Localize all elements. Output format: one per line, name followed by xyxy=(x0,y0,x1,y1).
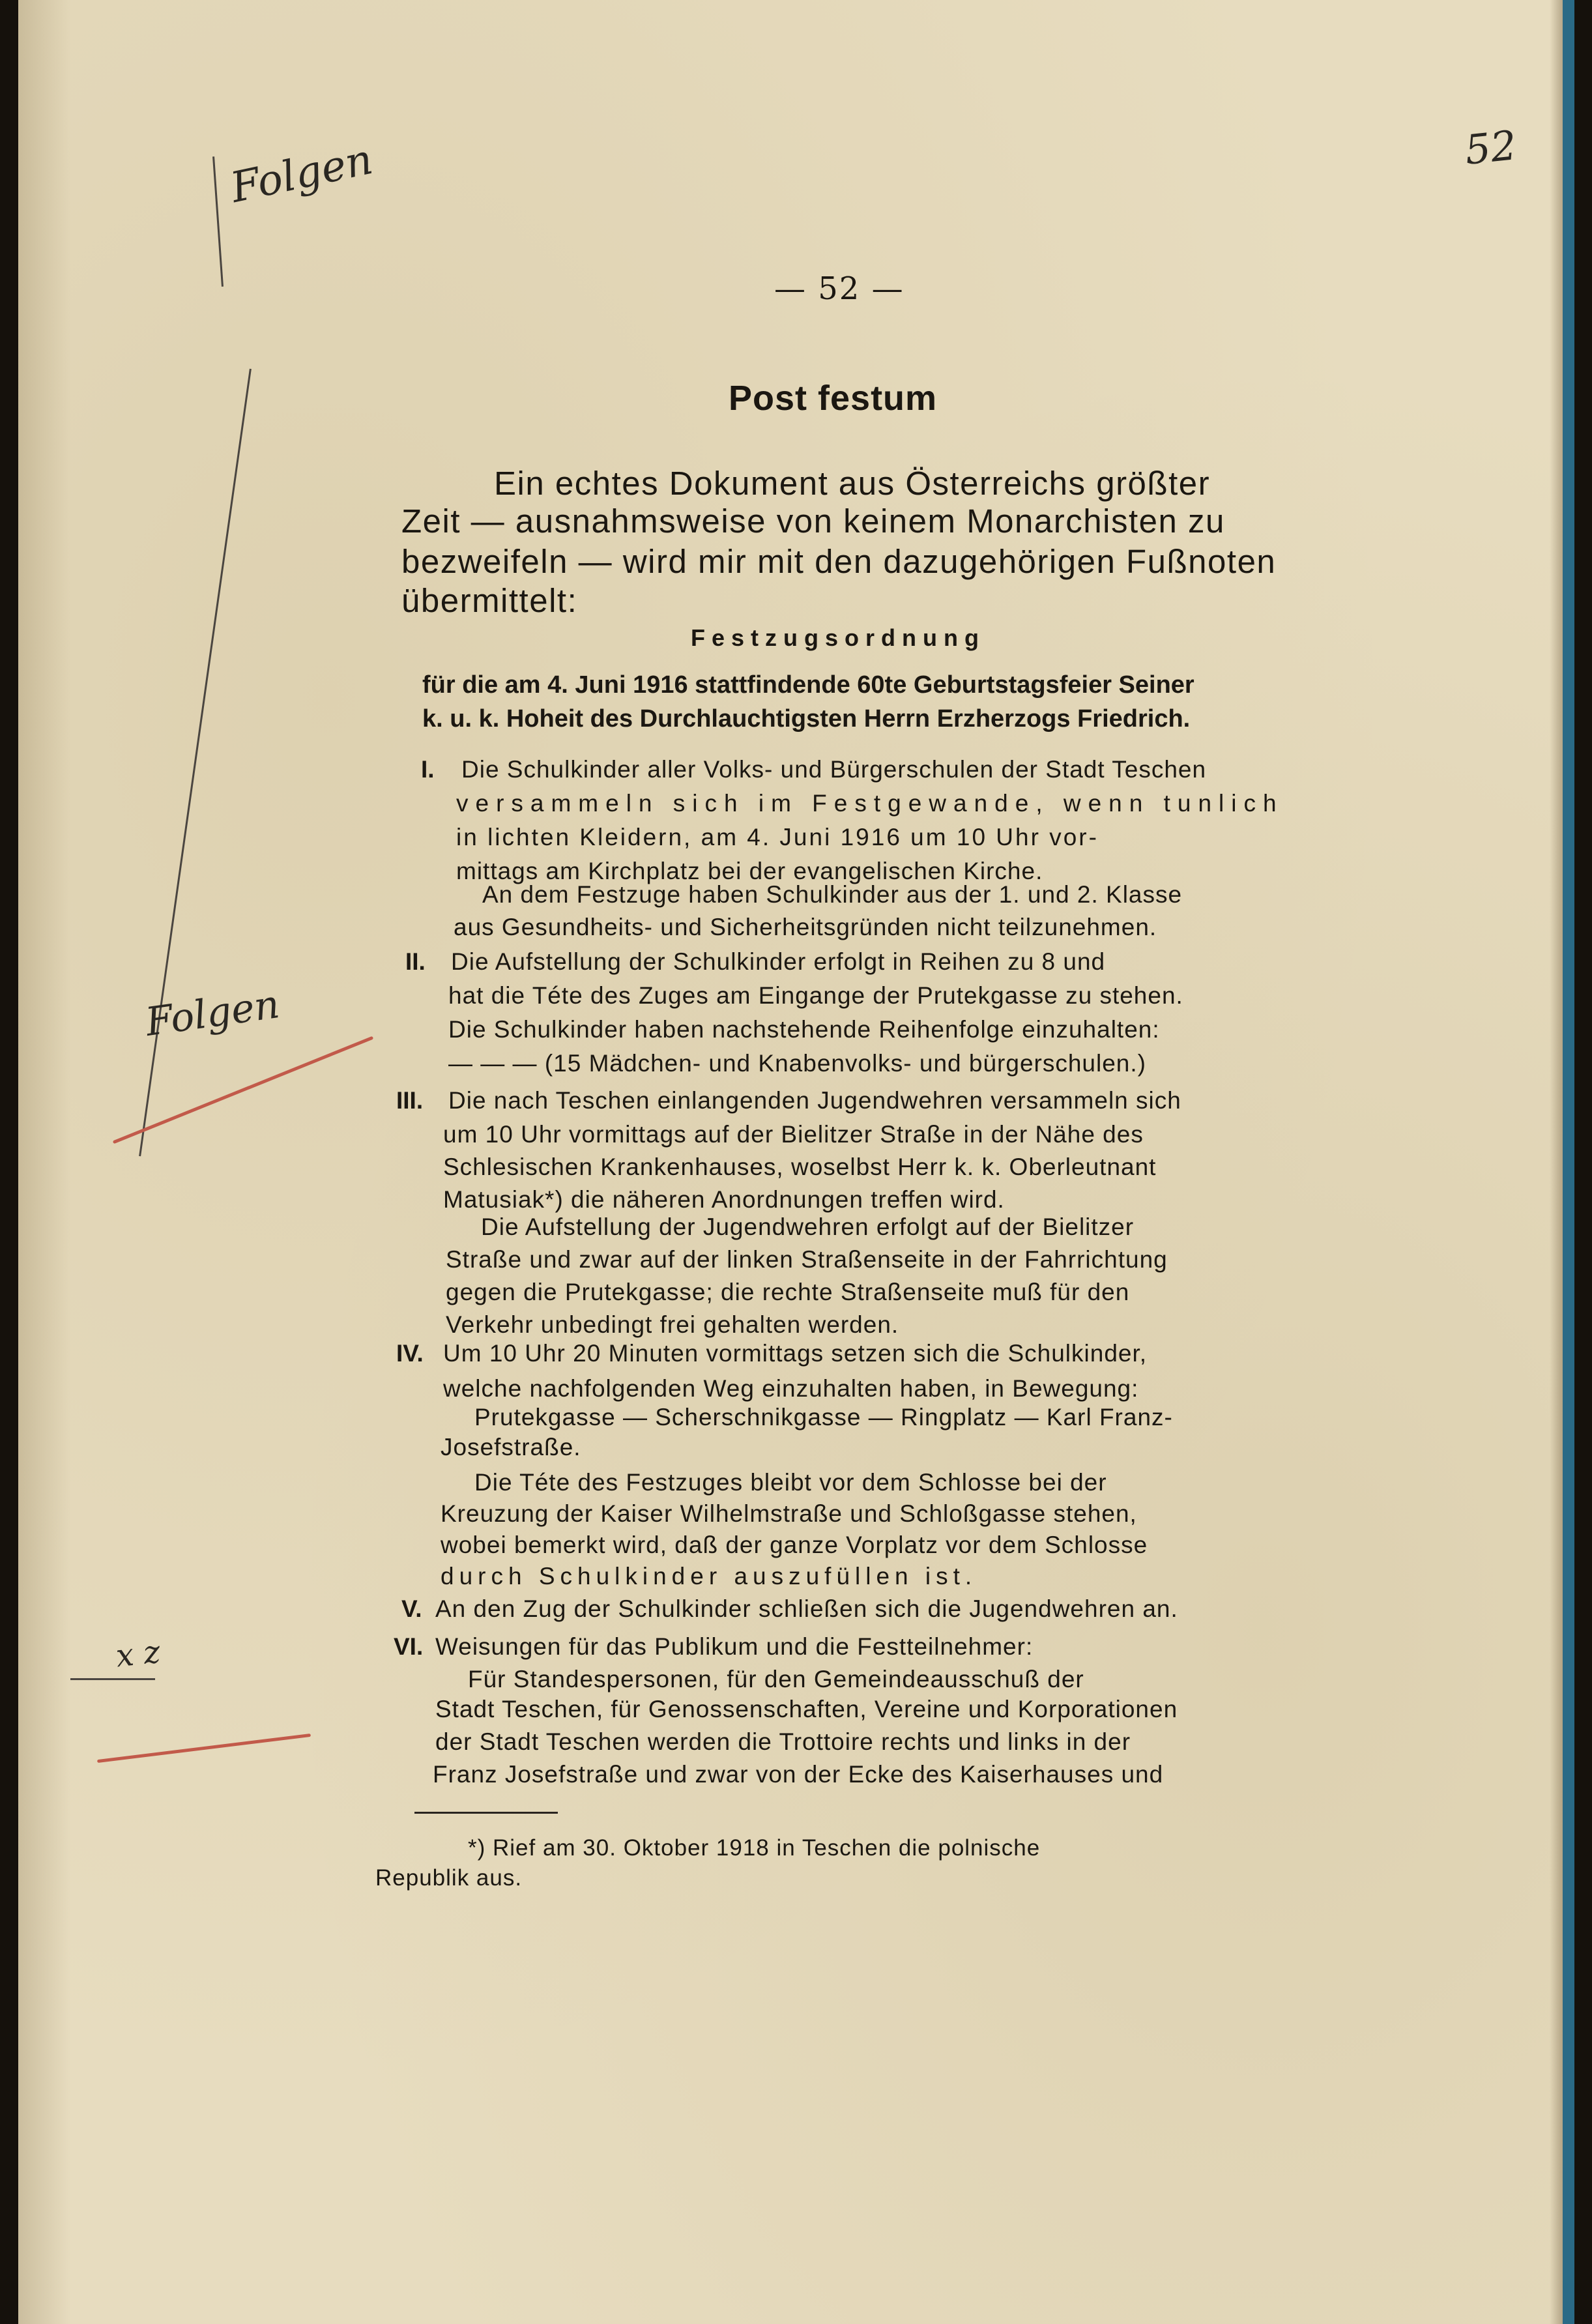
margin-bracket xyxy=(212,156,224,287)
intro-line-2: Zeit — ausnahmsweise von keinem Monarchisten zu xyxy=(401,502,1225,540)
page-title: Post festum xyxy=(729,379,938,418)
body-line-20: welche nachfolgenden Weg einzuhalten haben, in Bewegung: xyxy=(443,1375,1139,1402)
page-edge-shadow xyxy=(1550,0,1563,2324)
scanned-page xyxy=(18,0,1574,2324)
numeral-v: V. xyxy=(401,1595,422,1622)
body-line-22: Josefstraße. xyxy=(441,1434,581,1460)
footnote-rule xyxy=(414,1812,558,1814)
numeral-iii: III. xyxy=(396,1087,424,1114)
body-line-15: Die Aufstellung der Jugendwehren erfolgt auf der Bielitzer xyxy=(481,1213,1135,1240)
subheading-line-1: für die am 4. Juni 1916 stattfindende 60te Geburtstagsfeier Seiner xyxy=(422,671,1194,699)
body-line-6: aus Gesundheits- und Sicherheitsgründen nicht teilzunehmen. xyxy=(454,914,1157,940)
numeral-vi: VI. xyxy=(394,1633,424,1660)
subheading-line-2: k. u. k. Hoheit des Durchlauchtigsten Herrn Erzherzogs Friedrich. xyxy=(422,705,1191,733)
numeral-ii: II. xyxy=(405,948,426,975)
body-line-7: Die Aufstellung der Schulkinder erfolgt in Reihen zu 8 und xyxy=(451,948,1106,975)
handwritten-folio: 52 xyxy=(1462,121,1519,174)
body-line-17: gegen die Prutekgasse; die rechte Straßenseite muß für den xyxy=(446,1279,1130,1305)
margin-note-2: Folgen xyxy=(143,981,283,1046)
section-heading: Festzugsordnung xyxy=(691,624,985,651)
body-line-27: An den Zug der Schulkinder schließen sich die Jugendwehren an. xyxy=(435,1595,1178,1622)
footnote-line-2: Republik aus. xyxy=(375,1865,523,1891)
body-line-23: Die Téte des Festzuges bleibt vor dem Schlosse bei der xyxy=(474,1469,1107,1496)
body-line-18: Verkehr unbedingt frei gehalten werden. xyxy=(446,1311,899,1338)
body-line-11: Die nach Teschen einlangenden Jugendwehren versammeln sich xyxy=(448,1087,1181,1114)
body-line-5: An dem Festzuge haben Schulkinder aus der 1. und 2. Klasse xyxy=(482,881,1183,908)
body-line-9: Die Schulkinder haben nachstehende Reihenfolge einzuhalten: xyxy=(448,1016,1160,1043)
body-line-8: hat die Téte des Zuges am Eingange der Prutekgasse zu stehen. xyxy=(448,982,1183,1009)
body-line-14: Matusiak*) die näheren Anordnungen treffen wird. xyxy=(443,1186,1005,1213)
body-line-28: Weisungen für das Publikum und die Festteilnehmer: xyxy=(435,1633,1034,1660)
body-line-19: Um 10 Uhr 20 Minuten vormittags setzen sich die Schulkinder, xyxy=(443,1340,1148,1367)
margin-note-3: x z xyxy=(114,1633,162,1675)
red-pencil-mark xyxy=(113,1036,374,1144)
margin-tick xyxy=(70,1678,155,1680)
body-line-25: wobei bemerkt wird, daß der ganze Vorplatz vor dem Schlosse xyxy=(441,1532,1148,1558)
numeral-iv: IV. xyxy=(396,1340,424,1367)
body-line-2: versammeln sich im Festgewande, wenn tunlich xyxy=(456,790,1284,817)
body-line-3: in lichten Kleidern, am 4. Juni 1916 um 10 Uhr vor- xyxy=(456,824,1099,850)
body-line-16: Straße und zwar auf der linken Straßenseite in der Fahrrichtung xyxy=(446,1246,1168,1273)
footnote-line-1: *) Rief am 30. Oktober 1918 in Teschen die polnische xyxy=(468,1835,1041,1861)
body-line-4: mittags am Kirchplatz bei der evangelischen Kirche. xyxy=(456,858,1043,884)
body-line-10: — — — (15 Mädchen- und Knabenvolks- und bürgerschulen.) xyxy=(448,1050,1146,1077)
red-pencil-underline xyxy=(97,1734,311,1763)
body-line-24: Kreuzung der Kaiser Wilhelmstraße und Schloßgasse stehen, xyxy=(441,1500,1137,1527)
binding-tape xyxy=(1563,0,1574,2324)
intro-line-4: übermittelt: xyxy=(401,582,578,619)
body-line-13: Schlesischen Krankenhauses, woselbst Herr k. k. Oberleutnant xyxy=(443,1154,1157,1180)
intro-line-1: Ein echtes Dokument aus Österreichs größter xyxy=(494,465,1211,502)
numeral-i: I. xyxy=(421,756,435,783)
body-line-32: Franz Josefstraße und zwar von der Ecke des Kaiserhauses und xyxy=(433,1761,1164,1788)
margin-note-1: Folgen xyxy=(226,135,377,213)
intro-line-3: bezweifeln — wird mir mit den dazugehörigen Fußnoten xyxy=(401,543,1277,580)
body-line-29: Für Standespersonen, für den Gemeindeausschuß der xyxy=(468,1666,1084,1692)
page-number: — 52 — xyxy=(774,270,905,307)
body-line-30: Stadt Teschen, für Genossenschaften, Vereine und Korporationen xyxy=(435,1696,1178,1722)
body-line-12: um 10 Uhr vormittags auf der Bielitzer Straße in der Nähe des xyxy=(443,1121,1144,1148)
body-line-26: durch Schulkinder auszufüllen ist. xyxy=(441,1563,977,1590)
body-line-21: Prutekgasse — Scherschnikgasse — Ringplatz — Karl Franz- xyxy=(474,1404,1173,1431)
body-line-31: der Stadt Teschen werden die Trottoire rechts und links in der xyxy=(435,1728,1131,1755)
body-line-1: Die Schulkinder aller Volks- und Bürgerschulen der Stadt Teschen xyxy=(461,756,1207,783)
